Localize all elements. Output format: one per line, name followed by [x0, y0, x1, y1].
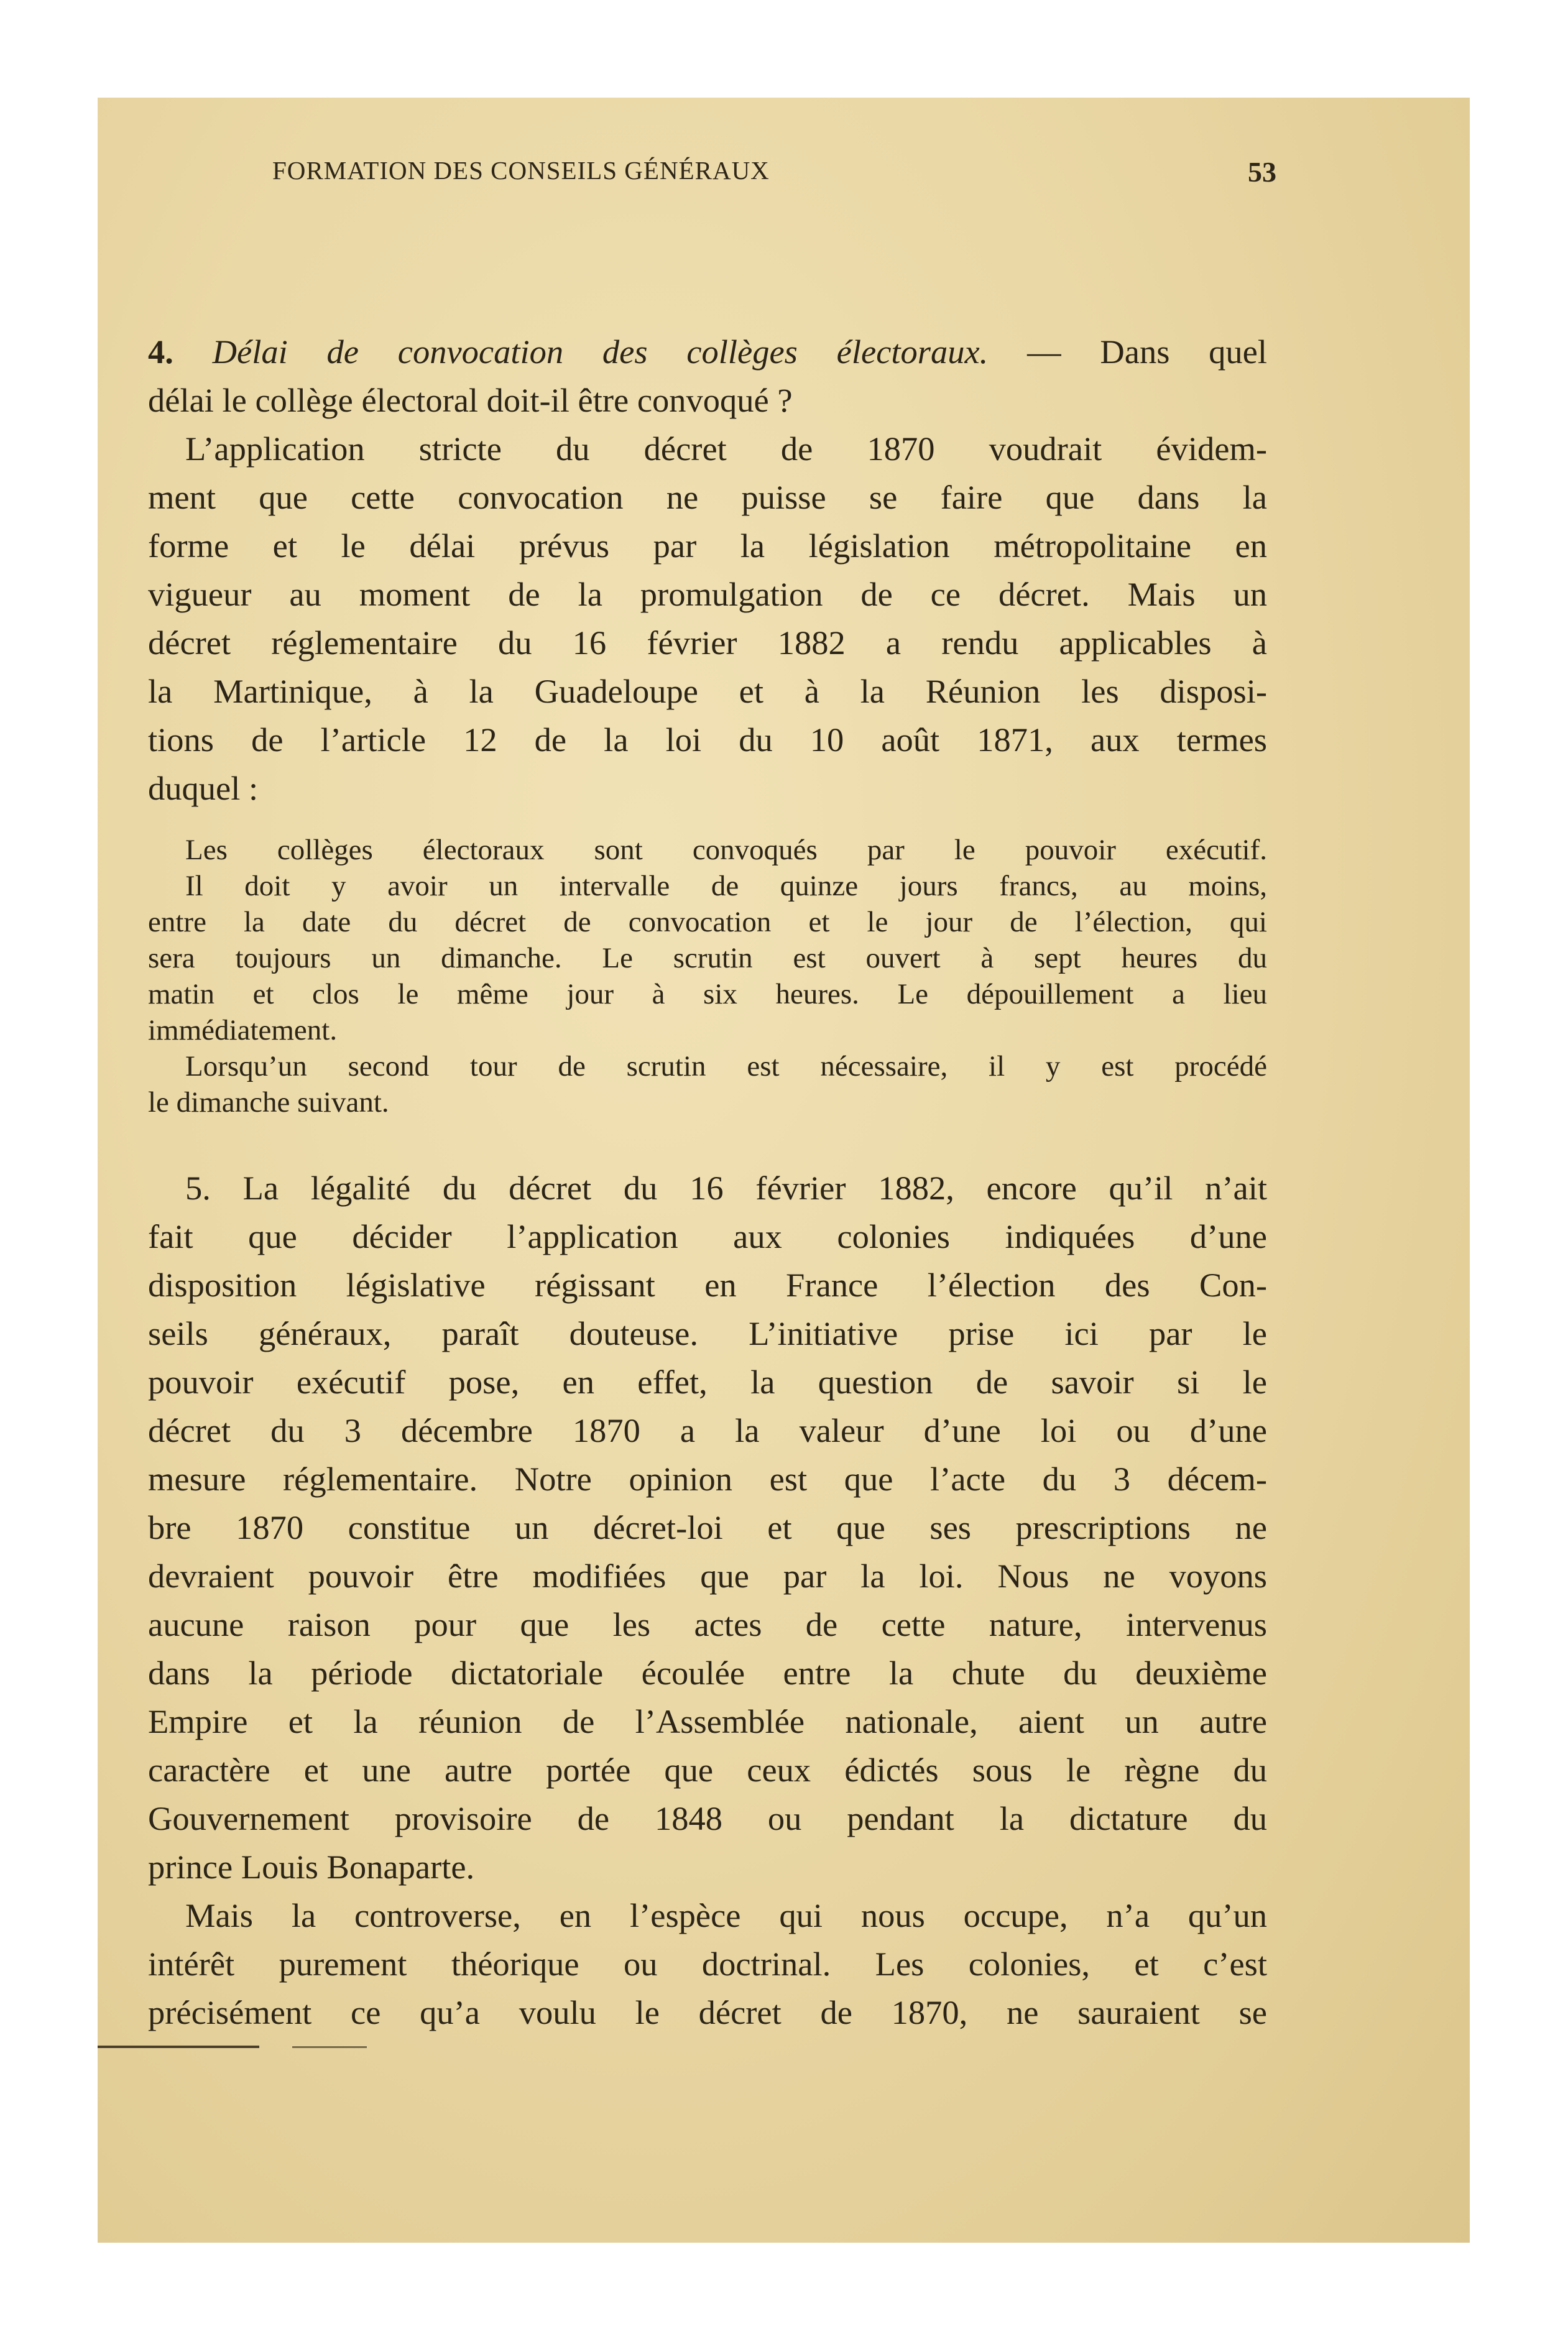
text-line: L’application stricte du décret de 1870 voudrait évidem-: [185, 430, 1267, 468]
text-line: seils généraux, paraît douteuse. L’initiative prise ici par le: [148, 1314, 1267, 1352]
section-4-heading-line: [148, 328, 1267, 376]
text-line: précisément ce qu’a voulu le décret de 1870, ne sauraient se: [148, 1993, 1267, 2031]
quote-line: sera toujours un dimanche. Le scrutin est ouvert à sept heures du: [148, 942, 1267, 974]
text-line: vigueur au moment de la promulgation de ce décret. Mais un: [148, 575, 1267, 613]
text-line: ment que cette convocation ne puisse se faire que dans la: [148, 478, 1267, 516]
section-4-heading-rest: — Dans quel: [1027, 333, 1268, 371]
running-header: [164, 155, 1276, 205]
text-line: bre 1870 constitue un décret-loi et que ses prescriptions ne: [148, 1508, 1267, 1546]
quote-line: Il doit y avoir un intervalle de quinze jours francs, au moins,: [185, 870, 1267, 902]
text-line: devraient pouvoir être modifiées que par la loi. Nous ne voyons: [148, 1557, 1267, 1595]
section-5-paragraph: [148, 1164, 1267, 2037]
text-line: prince Louis Bonaparte.: [148, 1848, 475, 1886]
scan-mark: [292, 2046, 367, 2048]
text-line: Gouvernement provisoire de 1848 ou pendant la dictature du: [148, 1799, 1267, 1837]
section-4-paragraph: [148, 328, 1267, 813]
quote-line: entre la date du décret de convocation et le jour de l’élection, qui: [148, 906, 1267, 938]
text-line: aucune raison pour que les actes de cette nature, intervenus: [148, 1605, 1267, 1643]
text-line: mesure réglementaire. Notre opinion est que l’acte du 3 décem-: [148, 1460, 1267, 1498]
text-line: dans la période dictatoriale écoulée entre la chute du deuxième: [148, 1654, 1267, 1692]
text-line: décret réglementaire du 16 février 1882 a rendu applicables à: [148, 624, 1267, 662]
quote-line: immédiatement.: [148, 1014, 338, 1046]
scan-mark: [98, 2046, 259, 2048]
quote-line: Lorsqu’un second tour de scrutin est nécessaire, il y est procédé: [185, 1050, 1267, 1082]
law-quotation: [148, 832, 1267, 1120]
text-line: décret du 3 décembre 1870 a la valeur d’une loi ou d’une: [148, 1411, 1267, 1449]
text-line: caractère et une autre portée que ceux édictés sous le règne du: [148, 1751, 1267, 1789]
page-number: 53: [1248, 156, 1276, 188]
section-5-first-line: 5. La légalité du décret du 16 février 1882, encore qu’il n’ait: [185, 1169, 1267, 1207]
text-line: Empire et la réunion de l’Assemblée nationale, aient un autre: [148, 1702, 1267, 1740]
text-line: disposition législative régissant en France l’élection des Con-: [148, 1266, 1267, 1304]
section-4-title: Délai de convocation des collèges électoraux.: [212, 333, 989, 371]
quote-line: matin et clos le même jour à six heures. Le dépouillement a lieu: [148, 978, 1267, 1010]
text-line: duquel :: [148, 769, 259, 807]
quote-line: Les collèges électoraux sont convoqués par le pouvoir exécutif.: [185, 834, 1267, 866]
text-line: fait que décider l’application aux colonies indiquées d’une: [148, 1217, 1267, 1255]
section-4-number: 4.: [148, 333, 173, 371]
text-line: la Martinique, à la Guadeloupe et à la Réunion les disposi-: [148, 672, 1267, 710]
text-line: forme et le délai prévus par la législation métropolitaine en: [148, 527, 1267, 565]
text-line: Mais la controverse, en l’espèce qui nous occupe, n’a qu’un: [185, 1896, 1267, 1934]
text-line: pouvoir exécutif pose, en effet, la question de savoir si le: [148, 1363, 1267, 1401]
text-line: intérêt purement théorique ou doctrinal. Les colonies, et c’est: [148, 1945, 1267, 1983]
quote-line: le dimanche suivant.: [148, 1086, 389, 1119]
text-line: tions de l’article 12 de la loi du 10 août 1871, aux termes: [148, 721, 1267, 759]
running-header-title: FORMATION DES CONSEILS GÉNÉRAUX: [272, 156, 770, 185]
text-line: délai le collège électoral doit-il être convoqué ?: [148, 381, 793, 419]
